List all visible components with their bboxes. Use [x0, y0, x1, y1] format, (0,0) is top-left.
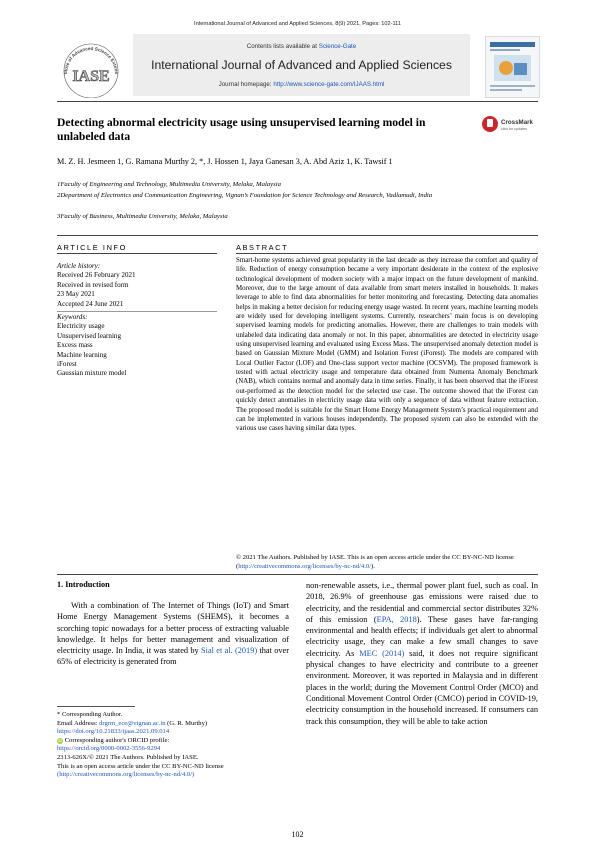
crossmark-sub: click for updates	[501, 127, 527, 131]
abstract-heading: ABSTRACT	[236, 243, 289, 252]
science-gate-link[interactable]: Science-Gate	[318, 43, 357, 50]
header-rule	[57, 235, 538, 236]
info-rule	[57, 253, 217, 254]
info-divider	[57, 311, 217, 312]
journal-banner	[133, 34, 470, 96]
issn-line: 2313-626X/© 2021 The Authors. Published by IASE.	[57, 753, 199, 761]
abstract-bottom-rule	[57, 574, 538, 575]
author-list: M. Z. H. Jesmeen 1, G. Ramana Murthy 2, *, J. Hossen 1, Jaya Ganesan 3, A. Abd Aziz 1, K. Tawsif 1	[57, 157, 393, 166]
journal-cover-thumbnail	[485, 36, 540, 98]
homepage-link[interactable]: http://www.science-gate.com/IJAAS.html	[273, 81, 385, 88]
keyword: iForest	[57, 360, 77, 369]
corresponding-note: * Corresponding Author.	[57, 711, 123, 718]
doi-link[interactable]: https://doi.org/10.21833/ijaas.2021.09.014	[57, 728, 170, 736]
contents-line: Contents lists available at Science-Gate	[246, 43, 357, 50]
footnotes	[57, 711, 289, 780]
history-line: Received in revised form	[57, 280, 129, 289]
crossmark-badge[interactable]	[480, 113, 538, 135]
journal-name: International Journal of Advanced and Applied Sciences	[151, 58, 452, 72]
affiliation-3: 3Faculty of Business, Multimedia University, Melaka, Malaysia	[57, 213, 228, 220]
history-line: Accepted 24 June 2021	[57, 299, 124, 308]
history-line: 23 May 2021	[57, 290, 95, 299]
keywords-label: Keywords:	[57, 313, 88, 322]
article-info-block	[57, 262, 217, 379]
intro-column-right: non-renewable assets, i.e., thermal power plant fuel, such as coal. In 2018, 26.9% of greenhouse gas emissions were raised due to electricity, and the residential and commercial sector distributes 32% of this emission (EPA, 2018). These gases have far-ranging environmental and health effects; if individuals get alert to abnormal electricity usage, they can make a few small changes to save electricity. As MEC (2014) said, it does not require significant physical changes to have electricity and contribute to a greener environment. Moreover, it was reported in Malaysia and in different places in the world; during the Movement Control Order (MCO) and Conditional Movement Control Order (CMCO) period in COVID-19, electricity consumption in the household increased. If consumers can track this consumption, they will be able to take action	[306, 581, 538, 726]
citation-link[interactable]: MEC (2014)	[359, 648, 405, 658]
keyword: Gaussian mixture model	[57, 369, 127, 378]
logo-text: IASE	[72, 68, 110, 85]
keyword: Unsupervised learning	[57, 331, 122, 340]
article-title: Detecting abnormal electricity usage using unsupervised learning model in unlabeled data	[57, 116, 426, 143]
email-line: Email Address: drgrm_ece@vignan.ac.in (G. R. Murthy)	[57, 719, 208, 727]
history-line: Received 26 February 2021	[57, 271, 136, 280]
running-head: International Journal of Advanced and Applied Sciences, 8(9) 2021, Pages: 102-111	[194, 21, 401, 27]
section-heading-introduction: 1. Introduction	[57, 580, 110, 589]
license-link[interactable]: http://creativecommons.org/licenses/by-nc-nd/4.0/	[238, 563, 372, 570]
citation-link[interactable]: EPA, 2018	[376, 614, 417, 624]
history-label: Article history:	[57, 262, 101, 270]
abstract-rule	[236, 253, 538, 254]
iase-logo	[57, 40, 125, 98]
homepage-line: Journal homepage: http://www.science-gate.com/IJAAS.html	[218, 81, 385, 88]
affiliation-1: 1Faculty of Engineering and Technology, Multimedia University, Melaka, Malaysia	[57, 181, 281, 188]
keyword: Excess mass	[57, 341, 93, 350]
orcid-icon: iD	[57, 737, 63, 743]
intro-column-left: With a combination of The Internet of Things (IoT) and Smart Home Energy Management Systems (SHEMS), it becomes a scorching topic nowadays for a better process of extracting valuable knowledge. It helps for better management and visualization of electricity usage. In India, it was stated by Sial et al. (2019) that over 65% of electricity is generated from	[57, 601, 289, 667]
license-statement: © 2021 The Authors. Published by IASE. This is an open access article under the CC BY-NC-ND license (http://creativecommons.org/licenses/by-nc-nd/4.0/).	[236, 554, 514, 570]
crossmark-label: CrossMark	[501, 119, 533, 126]
footnote-rule	[57, 706, 135, 707]
open-access-line: This is an open access article under the CC BY-NC-ND license	[57, 762, 224, 770]
footnote-license-link[interactable]: (http://creativecommons.org/licenses/by-nc-nd/4.0/)	[57, 771, 195, 779]
article-info-heading: ARTICLE INFO	[57, 243, 127, 252]
orcid-line: iD Corresponding author's ORCID profile:	[57, 736, 170, 744]
page-number: 102	[291, 830, 304, 839]
abstract-text: Smart-home systems achieved great popularity in the last decade as they increase the comfort and quality of life. Reduction of energy consumption became a very important desiderate in the context of the explosive technological development of modern society with a major impact on the future development of mankind. Moreover, due to the large amount of data available from smart meters installed in households. It makes leverage to able to find data abnormalities for better monitoring and forecasting. Detecting data anomalies helps in making a better decision for reducing energy usage wasted. In recent years, machine learning models are widely used for developing intelligent systems. Currently, researchers’ main focus is on developing supervised learning models for predicting anomalies. However, there are challenges to train models with unlabeled data indicating data anomaly or not. In this paper, abnormalities are detected in electricity usage using unsupervised learning and evaluated using Excess Mass. The unsupervised anomaly detection model is based on Gaussian Mixture Model (GMM) and Isolation Forest (iForest). The models are compared with Local Outlier Factor (LOF) and One-class support vector machine (OCSVM). The proposed framework is tested with actual electricity usage and temperature data obtained from Numenta Anomaly Benchmark (NAB), which contains normal and anomaly data in time series. Finally, it has been observed that the iForest out-performed as the detection model for the selected use case. The outcome showed that the iForest can quickly detect anomalies in electricity usage data with only a sequence of data without feature extraction. The proposed model is suitable for the Smart Home Energy Management System’s practical requirement and can be implemented in various houses independently. The proposed system can also be extended with the various use cases having similar data types.	[236, 257, 538, 433]
orcid-link[interactable]: https://orcid.org/0000-0002-3556-9294	[57, 745, 161, 753]
journal-masthead	[57, 34, 538, 98]
keyword: Electricity usage	[57, 322, 105, 331]
logo-ring-text: titute of Advanced Science Extens	[62, 45, 120, 75]
email-link[interactable]: drgrm_ece@vignan.ac.in	[99, 719, 166, 727]
masthead-rule	[57, 101, 538, 102]
keyword: Machine learning	[57, 350, 107, 359]
affiliation-2: 2Department of Electronics and Communication Engineering, Vignan’s Foundation for Science Technology and Research, Vadlamudi, India	[57, 192, 433, 199]
citation-link[interactable]: Sial et al. (2019)	[201, 646, 258, 656]
